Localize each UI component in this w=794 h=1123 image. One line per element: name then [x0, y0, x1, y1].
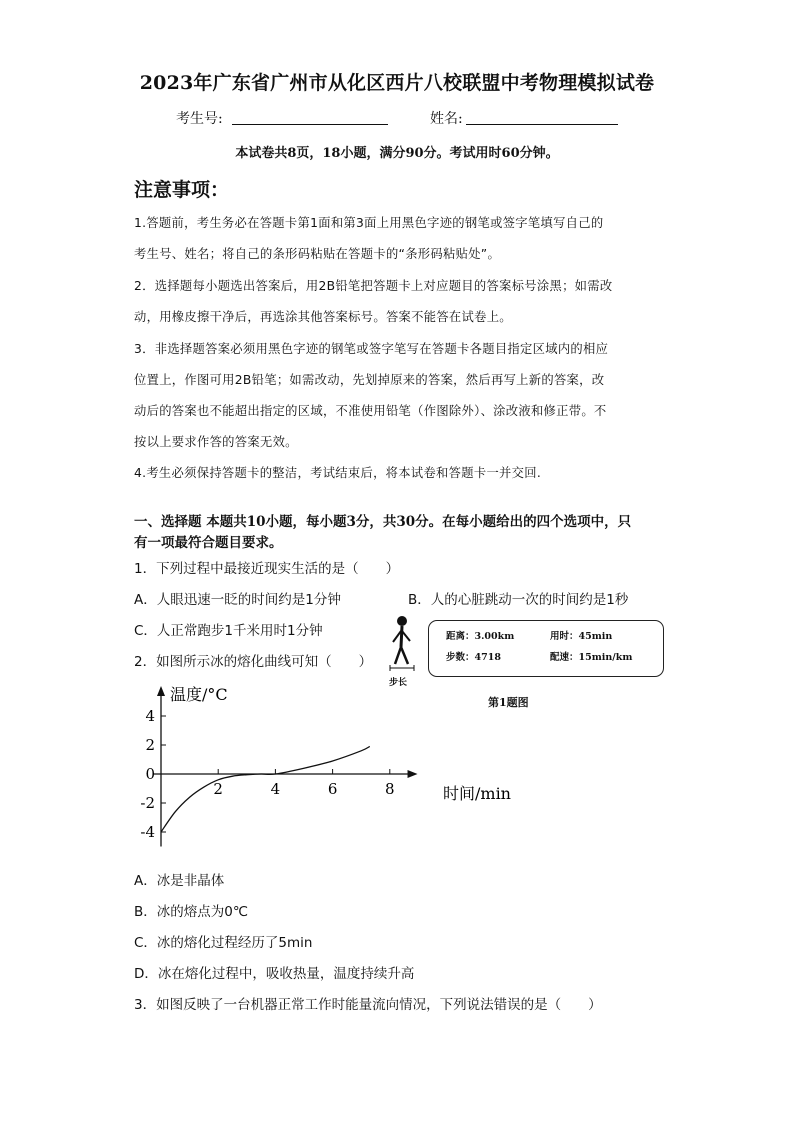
notice-line: 动后的答案也不能超出指定的区域，不准使用铅笔（作图除外）、涂改液和修正带。不: [134, 404, 607, 418]
exam-info: 本试卷共8页，18小题，满分90分。考试用时60分钟。: [235, 146, 559, 161]
x-axis-arrow: [408, 770, 418, 778]
running-stats-card: [428, 620, 664, 677]
y-tick-label: -4: [140, 823, 155, 841]
y-tick-label: 0: [145, 765, 155, 783]
figure-1-caption: 第1题图: [488, 696, 529, 709]
x-tick-label: 2: [213, 780, 223, 798]
q2-option-d[interactable]: D．冰在熔化过程中，吸收热量，温度持续升高: [134, 966, 415, 982]
x-axis-label: 时间/min: [443, 784, 511, 803]
notice-line: 考生号、姓名；将自己的条形码粘贴在答题卡的“条形码粘贴处”。: [134, 247, 501, 261]
pace-stat: 配速：15min/km: [550, 652, 633, 663]
notice-line: 1.答题前，考生务必在答题卡第1面和第3面上用黑色字迹的钢笔或签字笔填写自己的: [134, 216, 604, 230]
question-3-stem: 3．如图反映了一台机器正常工作时能量流向情况，下列说法错误的是（ ）: [134, 997, 602, 1013]
time-stat: 用时：45min: [550, 631, 613, 642]
notice-line: 3．非选择题答案必须用黑色字迹的钢笔或签字笔写在答题卡各题目指定区域内的相应: [134, 342, 609, 356]
x-tick-label: 8: [385, 780, 395, 798]
name-label: 姓名:: [430, 111, 463, 127]
question-1-stem: 1．下列过程中最接近现实生活的是（ ）: [134, 561, 400, 577]
section-heading: 一、选择题 本题共10小题，每小题3分，共30分。在每小题给出的四个选项中，只: [134, 514, 632, 530]
y-axis-arrow: [157, 686, 165, 696]
y-tick-label: 2: [145, 736, 155, 754]
q1-option-b[interactable]: B．人的心脏跳动一次的时间约是1秒: [408, 592, 629, 608]
walker-figure-icon: [388, 614, 416, 674]
x-tick-label: 6: [327, 780, 338, 798]
stride-label: 步长: [389, 678, 408, 688]
notice-line: 按以上要求作答的答案无效。: [134, 435, 298, 449]
notice-line: 4.考生必须保持答题卡的整洁，考试结束后，将本试卷和答题卡一并交回.: [134, 466, 542, 480]
q1-option-c[interactable]: C．人正常跑步1千米用时1分钟: [134, 623, 323, 639]
notice-line: 动，用橡皮擦干净后，再选涂其他答案标号。答案不能答在试卷上。: [134, 310, 512, 324]
y-tick-label: -2: [140, 794, 155, 812]
notice-heading: 注意事项：: [134, 179, 230, 201]
y-tick-label: 4: [145, 707, 155, 725]
distance-stat: 距离：3.00km: [446, 631, 515, 642]
name-blank[interactable]: [466, 124, 618, 125]
notice-line: 2．选择题每小题选出答案后，用2B铅笔把答题卡上对应题目的答案标号涂黑；如需改: [134, 279, 613, 293]
q1-option-a[interactable]: A．人眼迅速一眨的时间约是1分钟: [134, 592, 341, 608]
q2-option-a[interactable]: A．冰是非晶体: [134, 873, 225, 889]
y-axis-label: 温度/°C: [170, 685, 228, 704]
q2-option-c[interactable]: C．冰的熔化过程经历了5min: [134, 935, 313, 951]
steps-stat: 步数：4718: [446, 652, 501, 663]
q2-option-b[interactable]: B．冰的熔点为0℃: [134, 904, 249, 920]
melting-curve-chart: [125, 680, 535, 855]
exam-no-blank[interactable]: [232, 124, 388, 125]
series-line: [161, 746, 370, 832]
exam-no-label: 考生号:: [176, 111, 223, 127]
section-heading-cont: 有一项最符合题目要求。: [134, 535, 283, 551]
exam-title: 2023年广东省广州市从化区西片八校联盟中考物理模拟试卷: [139, 72, 655, 94]
x-tick-label: 4: [270, 780, 281, 798]
notice-line: 位置上，作图可用2B铅笔；如需改动，先划掉原来的答案，然后再写上新的答案，改: [134, 373, 605, 387]
chart-axes: [153, 686, 418, 847]
question-2-stem: 2．如图所示冰的熔化曲线可知（ ）: [134, 654, 373, 670]
